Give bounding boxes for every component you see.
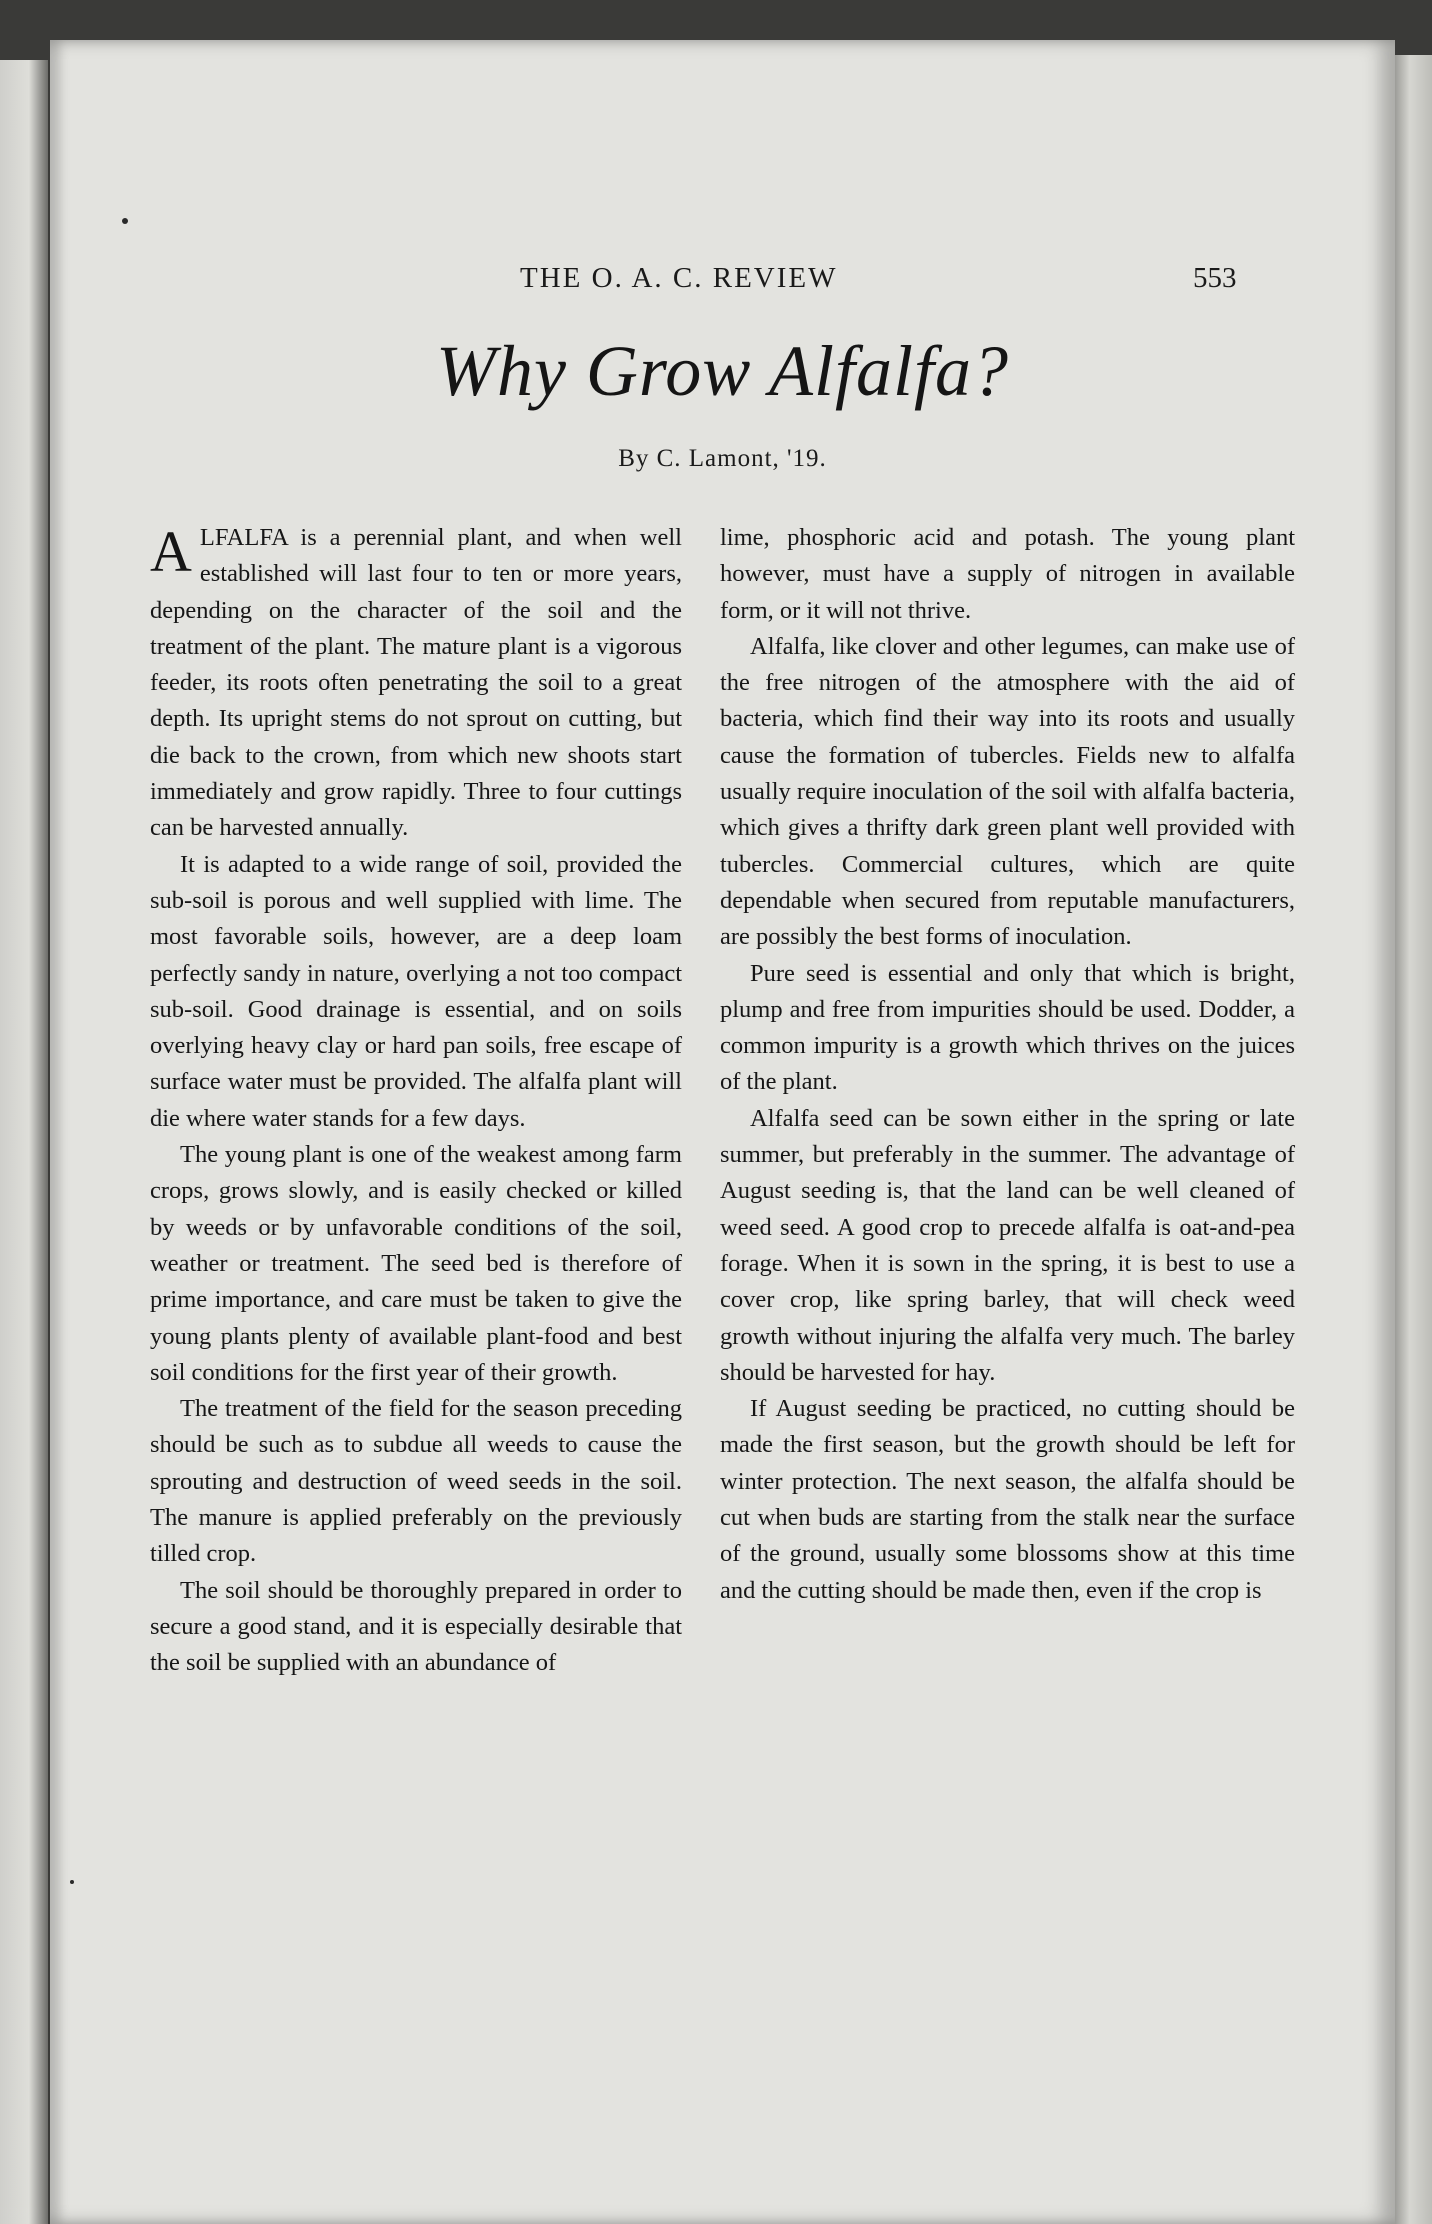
right-column bbox=[720, 520, 1295, 1609]
book-fore-edge bbox=[1395, 55, 1432, 2224]
article-title: Why Grow Alfalfa? bbox=[436, 331, 1009, 411]
paragraph: lime, phosphoric acid and potash. The young plant however, must have a supply of nitrogen in available form, or it will not thrive. bbox=[720, 524, 1295, 624]
running-head bbox=[50, 262, 1395, 302]
paragraph: The soil should be thoroughly prepared in order to secure a good stand, and it is especially desirable that the soil be supplied with an abundance of bbox=[150, 1576, 682, 1677]
paragraph: Alfalfa, like clover and other legumes, can make use of the free nitrogen of the atmosphere with the aid of bacteria, which find their way into its roots and usually cause the formation of tubercles. Fields new to alfalfa usually require inoculation of the soil with alfalfa bacteria, which gives a thrifty dark green plant well provided with tubercles. Commercial cultures, which are quite dependable when secured from reputable manufacturers, are possibly the best forms of inoculation. bbox=[720, 632, 1295, 951]
byline: By C. Lamont, '19. bbox=[618, 445, 827, 472]
paragraph: The young plant is one of the weakest among farm crops, grows slowly, and is easily checked or killed by weeds or by unfavorable conditions of the soil, weather or treatment. The seed bed is therefore of prime importance, and care must be taken to give the young plants plenty of available plant-food and best soil conditions for the first year of their growth. bbox=[150, 1141, 682, 1386]
page-number: 553 bbox=[1193, 262, 1237, 294]
paragraph: Alfalfa seed can be sown either in the spring or late summer, but preferably in the summer. The advantage of August seeding is, that the land can be well cleaned of weed seed. A good crop to precede alfalfa is oat-and-pea forage. When it is sown in the spring, it is best to use a cover crop, like spring barley, that will check weed growth without injuring the alfalfa very much. The barley should be harvested for hay. bbox=[720, 1104, 1295, 1386]
paragraph-text: LFALFA is a perennial plant, and when well established will last four to ten or more years, depending on the character of the soil and the treatment of the plant. The mature plant is a vigorous feeder, its roots often penetrating the soil to a great depth. Its upright stems do not sprout on cutting, but die back to the crown, from which new shoots start immediately and grow rapidly. Three to four cuttings can be harvested annually. bbox=[150, 524, 682, 842]
journal-title: THE O. A. C. REVIEW bbox=[520, 262, 838, 294]
drop-cap: A bbox=[150, 519, 192, 584]
paragraph: Pure seed is essential and only that which is bright, plump and free from impurities should be used. Dodder, a common impurity is a growth which thrives on the juices of the plant. bbox=[720, 959, 1295, 1096]
book-page bbox=[50, 40, 1395, 2224]
paragraph: If August seeding be practiced, no cutting should be made the first season, but the growth should be left for winter protection. The next season, the alfalfa should be cut when buds are starting from the stalk near the surface of the ground, usually some blossoms show at this time and the cutting should be made then, even if the crop is bbox=[720, 1395, 1295, 1604]
paragraph: The treatment of the field for the season preceding should be such as to subdue all weeds to cause the sprouting and destruction of weed seeds in the soil. The manure is applied preferably on the previously tilled crop. bbox=[150, 1395, 682, 1568]
left-column bbox=[150, 520, 682, 1682]
print-speck bbox=[122, 218, 128, 224]
paragraph bbox=[150, 520, 682, 847]
paragraph: It is adapted to a wide range of soil, provided the sub-soil is porous and well supplied with lime. The most favorable soils, however, are a deep loam perfectly sandy in nature, overlying a not too compact sub-soil. Good drainage is essential, and on soils overlying heavy clay or hard pan soils, free escape of surface water must be provided. The alfalfa plant will die where water stands for a few days. bbox=[150, 850, 682, 1132]
print-speck bbox=[70, 1880, 74, 1884]
adjacent-page-edge bbox=[0, 60, 48, 2224]
